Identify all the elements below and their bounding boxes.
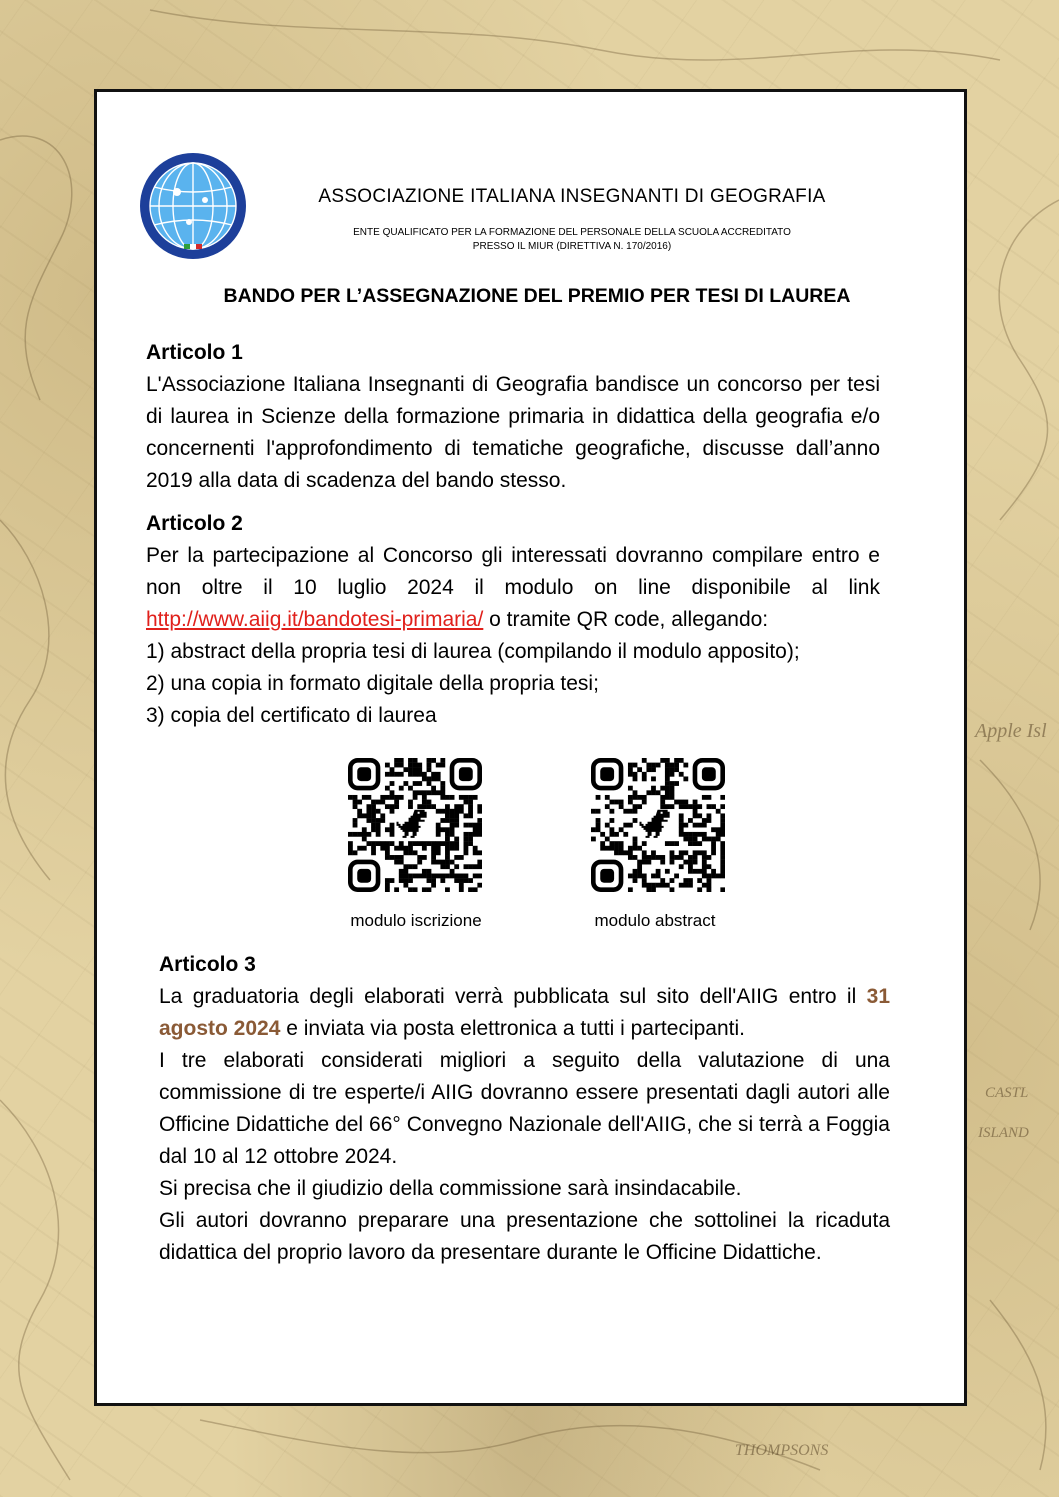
map-decoration: CASTL <box>985 1085 1029 1101</box>
map-decoration: Apple Isl <box>975 720 1047 742</box>
article-3-paragraph-1 <box>159 981 890 1045</box>
organization-name: ASSOCIAZIONE ITALIANA INSEGNANTI DI GEOGRAFIA <box>318 186 826 207</box>
application-form-link[interactable]: http://www.aiig.it/bandotesi-primaria/ <box>146 608 484 631</box>
article-2-heading: Articolo 2 <box>146 512 243 535</box>
announcement-panel <box>94 89 967 1406</box>
map-decoration: THOMPSONS <box>735 1442 829 1459</box>
article-2-item: 2) una copia in formato digitale della propria tesi; <box>146 672 599 695</box>
qr-code-registration-icon[interactable] <box>348 758 482 892</box>
results-date: 31 agosto 2024 <box>159 985 890 1040</box>
article-3-text-after-date: e inviata via posta elettronica a tutti i partecipanti. <box>280 1017 745 1040</box>
article-3-paragraph-4: Gli autori dovranno preparare una presentazione che sottolinei la ricaduta didattica del proprio lavoro da presentare durante le Officine Didattiche. <box>159 1209 890 1264</box>
accreditation-line-2: PRESSO IL MIUR (DIRETTIVA N. 170/2016) <box>472 241 672 252</box>
qr-code-abstract-icon[interactable] <box>591 758 725 892</box>
globe-logo-icon <box>139 152 247 260</box>
article-2 <box>146 508 880 732</box>
article-3-text-before-date: La graduatoria degli elaborati verrà pubblicata sul sito dell'AIIG entro il <box>159 985 867 1008</box>
article-1 <box>146 337 880 497</box>
article-3-heading: Articolo 3 <box>159 953 256 976</box>
article-2-text-before-link: Per la partecipazione al Concorso gli interessati dovranno compilare entro e non oltre il 10 luglio 2024 il modulo on line disponibile al link <box>146 544 880 599</box>
qr-caption-abstract: modulo abstract <box>594 911 716 930</box>
article-1-text: L'Associazione Italiana Insegnanti di Geografia bandisce un concorso per tesi di laurea in Scienze della formazione primaria in didattica della geografia e/o concernenti l'approfondimento di tematiche geografiche, discusse dall’anno 2019 alla data di scadenza del bando stesso. <box>146 373 880 492</box>
article-2-item: 1) abstract della propria tesi di laurea (compilando il modulo apposito); <box>146 640 800 663</box>
article-3-paragraph-3: Si precisa che il giudizio della commissione sarà insindacabile. <box>159 1177 742 1200</box>
accreditation-line-1: ENTE QUALIFICATO PER LA FORMAZIONE DEL PERSONALE DELLA SCUOLA ACCREDITATO <box>353 227 791 238</box>
organization-accreditation <box>307 226 837 254</box>
article-3-paragraph-2: I tre elaborati considerati migliori a seguito della valutazione di una commissione di tre esperte/i AIIG dovranno essere presentati dagli autori alle Officine Didattiche del 66° Convegno Nazionale dell'AIIG, che si terrà a Foggia dal 10 al 12 ottobre 2024. <box>159 1049 890 1168</box>
article-1-heading: Articolo 1 <box>146 341 243 364</box>
qr-caption-registration: modulo iscrizione <box>350 911 482 930</box>
article-2-text-after-link: o tramite QR code, allegando: <box>483 608 769 631</box>
article-2-text <box>146 540 880 636</box>
map-decoration: ISLAND <box>978 1125 1029 1141</box>
page-title: BANDO PER L’ASSEGNAZIONE DEL PREMIO PER TESI DI LAUREA <box>223 285 851 307</box>
article-3 <box>159 949 890 1269</box>
article-2-item: 3) copia del certificato di laurea <box>146 704 437 727</box>
